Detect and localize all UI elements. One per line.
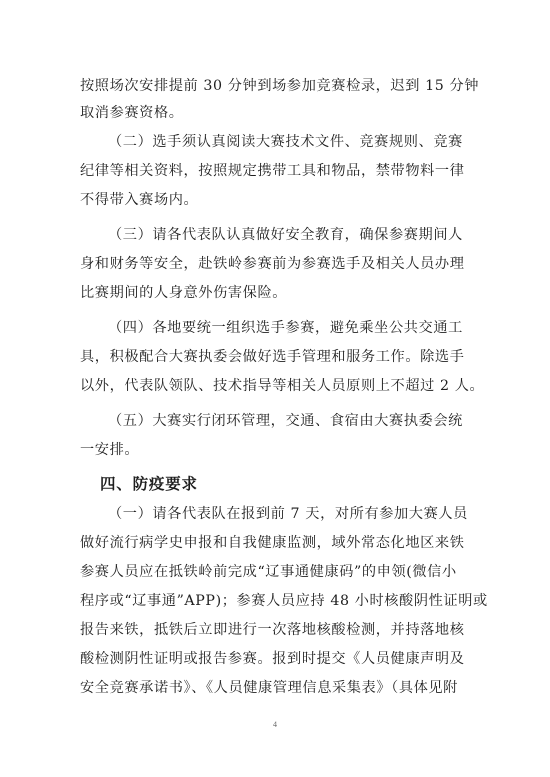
- paragraph-item-2: （二）选手须认真阅读大赛技术文件、竞赛规则、竞赛: [108, 134, 463, 150]
- text-line: 酸检测阴性证明或报告参赛。报到时提交《人员健康声明及: [80, 651, 465, 667]
- text-line: 比赛期间的人身意外伤害保险。: [80, 285, 288, 301]
- paragraph-item-1: （一）请各代表队在报到前 7 天，对所有参加大赛人员: [108, 506, 468, 522]
- section-heading: 四、防疫要求: [100, 475, 198, 493]
- text-line: 程序或“辽事通”APP)；参赛人员应持 48 小时核酸阴性证明或: [80, 593, 488, 609]
- text-line: 纪律等相关资料，按照规定携带工具和物品，禁带物料一律: [80, 163, 465, 179]
- text-line: 参赛人员应在抵铁岭前完成“辽事通健康码”的申领(微信小: [80, 564, 457, 580]
- text-line: 不得带入赛场内。: [80, 192, 199, 208]
- page-number: 4: [273, 720, 277, 729]
- text-line: 做好流行病学史申报和自我健康监测，域外常态化地区来铁: [80, 535, 465, 551]
- text-line: 一安排。: [80, 442, 140, 458]
- text-line: 报告来铁，抵铁后立即进行一次落地核酸检测，并持落地核: [80, 622, 465, 638]
- paragraph-item-3: （三）请各代表队认真做好安全教育，确保参赛期间人: [108, 227, 463, 243]
- text-line: 按照场次安排提前 30 分钟到场参加竞赛检录，迟到 15 分钟: [80, 78, 480, 94]
- text-line: 取消参赛资格。: [80, 105, 184, 121]
- text-line: 身和财务等安全，赴铁岭参赛前为参赛选手及相关人员办理: [80, 256, 465, 272]
- text-line: 具，积极配合大赛执委会做好选手管理和服务工作。除选手: [80, 349, 465, 365]
- text-line: 以外，代表队领队、技术指导等相关人员原则上不超过 2 人。: [80, 378, 485, 394]
- paragraph-item-4: （四）各地要统一组织选手参赛，避免乘坐公共交通工: [108, 320, 463, 336]
- text-line: 安全竞赛承诺书》、《人员健康管理信息采集表》（具体见附: [80, 680, 458, 696]
- paragraph-item-5: （五）大赛实行闭环管理，交通、食宿由大赛执委会统: [108, 413, 463, 429]
